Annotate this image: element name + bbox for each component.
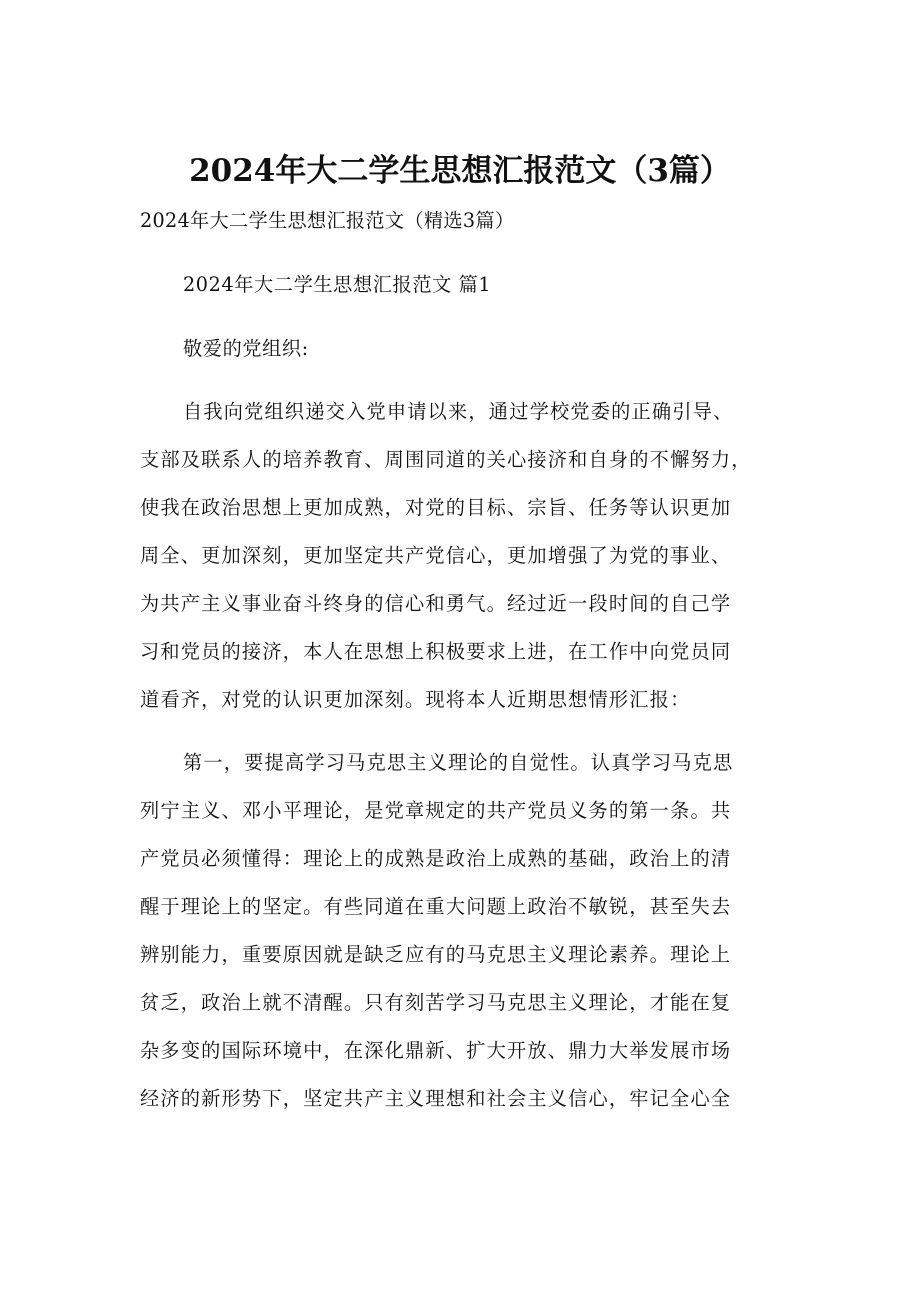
paragraph-line: 列宁主义、邓小平理论，是党章规定的共产党员义务的第一条。共	[140, 799, 732, 822]
salutation: 敬爱的党组织:	[183, 337, 309, 360]
paragraph-line: 自我向党组织递交入党申请以来，通过学校党委的正确引导、	[183, 400, 734, 423]
paragraph-line: 杂多变的国际环境中，在深化鼎新、扩大开放、鼎力大举发展市场	[140, 1039, 732, 1062]
document-title: 2024年大二学生思想汇报范文（3篇）	[189, 153, 731, 189]
paragraph-line: 使我在政治思想上更加成熟，对党的目标、宗旨、任务等认识更加	[140, 496, 732, 519]
paragraph-line: 贫乏，政治上就不清醒。只有刻苦学习马克思主义理论，才能在复	[140, 991, 732, 1014]
paragraph-line: 经济的新形势下，坚定共产主义理想和社会主义信心，牢记全心全	[140, 1087, 732, 1110]
paragraph-line: 为共产主义事业奋斗终身的信心和勇气。经过近一段时间的自己学	[140, 592, 732, 615]
paragraph-line: 产党员必须懂得：理论上的成熟是政治上成熟的基础，政治上的清	[140, 847, 732, 870]
paragraph-line: 第一，要提高学习马克思主义理论的自觉性。认真学习马克思	[183, 751, 734, 774]
paragraph-line: 道看齐，对党的认识更加深刻。现将本人近期思想情形汇报：	[140, 688, 691, 711]
section-heading: 2024年大二学生思想汇报范文 篇1	[183, 273, 492, 296]
paragraph-line: 醒于理论上的坚定。有些同道在重大问题上政治不敏锐，甚至失去	[140, 895, 732, 918]
paragraph-line: 支部及联系人的培养教育、周围同道的关心接济和自身的不懈努力，	[140, 448, 752, 471]
paragraph-line: 辨别能力，重要原因就是缺乏应有的马克思主义理论素养。理论上	[140, 943, 732, 966]
paragraph-line: 习和党员的接济，本人在思想上积极要求上进，在工作中向党员同	[140, 640, 732, 663]
document-subtitle: 2024年大二学生思想汇报范文（精选3篇）	[140, 209, 515, 232]
paragraph-line: 周全、更加深刻，更加坚定共产党信心，更加增强了为党的事业、	[140, 544, 732, 567]
